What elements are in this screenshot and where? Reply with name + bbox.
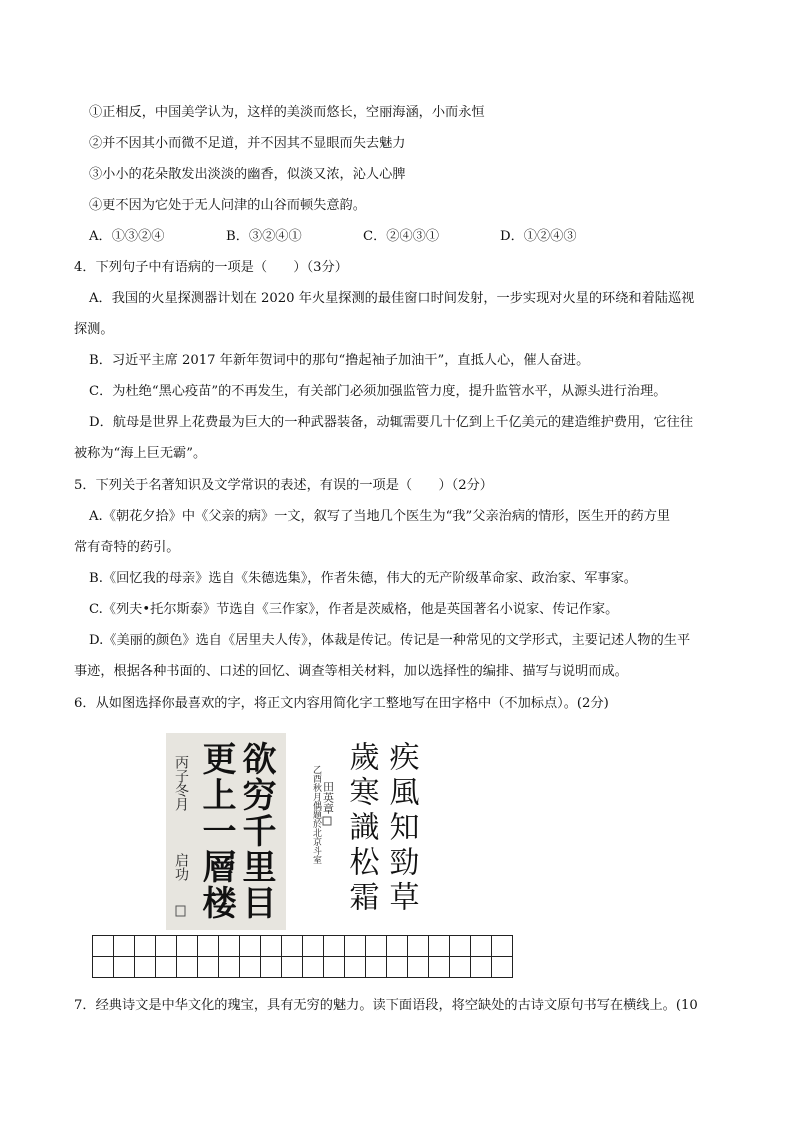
grid-cell[interactable]: [387, 936, 408, 957]
grid-cell[interactable]: [387, 957, 408, 978]
q4-option-d-line2: 被称为“海上巨无霸”。: [74, 446, 207, 461]
grid-cell[interactable]: [471, 957, 492, 978]
q3-choice-b: B．③②④①: [226, 229, 302, 244]
q5-option-c: C.《列夫•托尔斯泰》节选自《三作家》，作者是茨威格，他是英国著名小说家、传记作家。: [89, 602, 619, 617]
grid-cell[interactable]: [177, 957, 198, 978]
q7-stem: 7．经典诗文是中华文化的瑰宝，具有无穷的魅力。读下面语段，将空缺处的古诗文原句书写在横线上。(10: [74, 998, 698, 1013]
grid-cell[interactable]: [450, 936, 471, 957]
grid-cell[interactable]: [450, 957, 471, 978]
grid-cell[interactable]: [366, 936, 387, 957]
grid-cell[interactable]: [240, 957, 261, 978]
inscription-date: 乙酉秋月偶題於北京斗室: [311, 765, 321, 864]
q5-option-b: B.《回忆我的母亲》选自《朱德选集》，作者朱德，伟大的无产阶级革命家、政治家、军事家。: [89, 571, 637, 586]
q5-option-a-line1: A.《朝花夕拾》中《父亲的病》一文，叙写了当地几个医生为“我”父亲治病的情形，医生开的药方里: [89, 509, 671, 524]
grid-cell[interactable]: [492, 957, 513, 978]
grid-cell[interactable]: [471, 936, 492, 957]
grid-cell[interactable]: [135, 957, 156, 978]
grid-cell[interactable]: [93, 957, 114, 978]
q4-option-a-line1: A．我国的火星探测器计划在 2020 年火星探测的最佳窗口时间发射，一步实现对火星的环绕和着陆巡视: [89, 291, 695, 306]
q5-option-d-line1: D.《美丽的颜色》选自《居里夫人传》，体裁是传记。传记是一种常见的文学形式，主要记述人物的生平: [89, 633, 691, 648]
tianzige-grid: [92, 935, 513, 978]
q5-option-a-line2: 常有奇特的药引。: [74, 540, 180, 555]
grid-cell[interactable]: [324, 957, 345, 978]
grid-cell[interactable]: [156, 936, 177, 957]
grid-cell[interactable]: [345, 936, 366, 957]
grid-cell[interactable]: [219, 936, 240, 957]
grid-cell[interactable]: [324, 936, 345, 957]
grid-cell[interactable]: [408, 936, 429, 957]
grid-cell[interactable]: [366, 957, 387, 978]
grid-cell[interactable]: [93, 936, 114, 957]
inscription-signature: 启功: [173, 853, 189, 881]
calligraphy-column-2: 更上一層楼: [196, 741, 236, 921]
grid-cell[interactable]: [177, 936, 198, 957]
calligraphy-column-2: 歲寒識松霜: [343, 741, 379, 916]
grid-cell[interactable]: [135, 936, 156, 957]
inscription-date: 丙子冬月: [173, 755, 189, 811]
q3-option-2: ②并不因其小而微不足道，并不因其不显眼而失去魅力: [89, 136, 406, 151]
q5-stem: 5．下列关于名著知识及文学常识的表述，有误的一项是（ ）（2分）: [74, 478, 493, 493]
grid-cell[interactable]: [282, 936, 303, 957]
grid-cell[interactable]: [261, 957, 282, 978]
grid-cell[interactable]: [261, 936, 282, 957]
q4-stem: 4．下列句子中有语病的一项是（ ）（3分）: [74, 260, 348, 275]
q3-choice-a: A．①③②④: [89, 229, 165, 244]
grid-cell[interactable]: [303, 957, 324, 978]
q3-option-4: ④更不因为它处于无人问津的山谷而顿失意韵。: [89, 198, 366, 213]
calligraphy-image-left: [166, 733, 286, 930]
inscription-signature: 田英章: [321, 781, 335, 814]
q3-choice-c: C．②④③①: [363, 229, 440, 244]
grid-cell[interactable]: [429, 936, 450, 957]
grid-cell[interactable]: [156, 957, 177, 978]
grid-cell[interactable]: [198, 957, 219, 978]
calligraphy-image-right: [306, 733, 428, 930]
q4-option-a-line2: 探测。: [74, 322, 114, 337]
grid-cell[interactable]: [303, 936, 324, 957]
calligraphy-column-1: 欲穷千里目: [236, 741, 276, 921]
calligraphy-column-1: 疾風知勁草: [383, 741, 419, 916]
q3-option-3: ③小小的花朵散发出淡淡的幽香，似淡又浓，沁人心脾: [89, 167, 406, 182]
grid-cell[interactable]: [408, 957, 429, 978]
grid-cell[interactable]: [219, 957, 240, 978]
grid-cell[interactable]: [429, 957, 450, 978]
q3-choice-d: D．①②④③: [500, 229, 577, 244]
q4-option-b: B．习近平主席 2017 年新年贺词中的那句“撸起袖子加油干”，直抵人心，催人奋进。: [89, 353, 590, 368]
q5-option-d-line2: 事迹，根据各种书面的、口述的回忆、调查等相关材料，加以选择性的编排、描写与说明而成。: [74, 664, 628, 679]
grid-cell[interactable]: [492, 936, 513, 957]
grid-cell[interactable]: [198, 936, 219, 957]
q3-option-1: ①正相反，中国美学认为，这样的美淡而悠长，空丽海涵，小而永恒: [89, 105, 485, 120]
q4-option-c: C．为杜绝“黑心疫苗”的不再发生，有关部门必须加强监管力度，提升监管水平，从源头进行治理。: [89, 384, 667, 399]
q6-stem: 6．从如图选择你最喜欢的字，将正文内容用简化字工整地写在田字格中（不加标点）。(2分): [74, 696, 609, 711]
grid-cell[interactable]: [114, 957, 135, 978]
grid-cell[interactable]: [240, 936, 261, 957]
grid-cell[interactable]: [114, 936, 135, 957]
q4-option-d-line1: D．航母是世界上花费最为巨大的一种武器装备，动辄需要几十亿到上千亿美元的建造维护费用，它往往: [89, 415, 694, 430]
q3-choices: [89, 228, 637, 246]
grid-cell[interactable]: [345, 957, 366, 978]
grid-cell[interactable]: [282, 957, 303, 978]
